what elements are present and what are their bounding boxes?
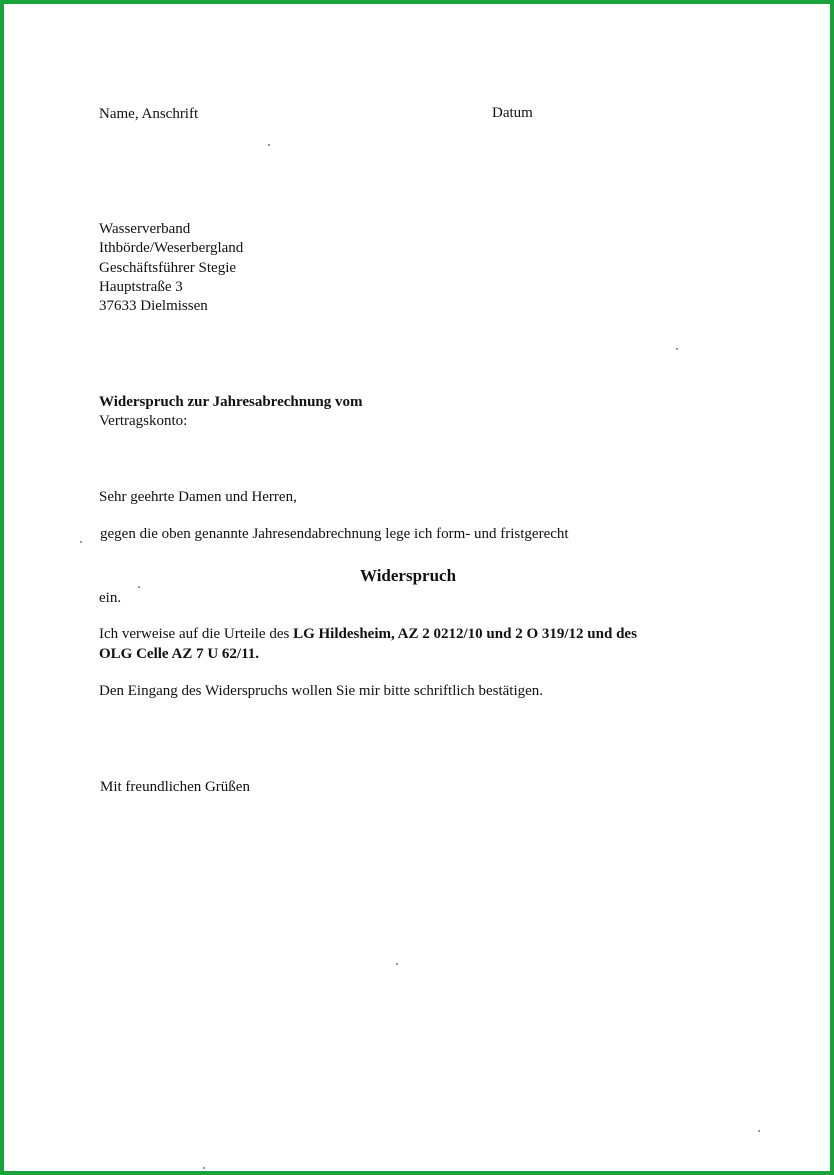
recipient-line: 37633 Dielmissen — [99, 298, 208, 314]
court-reference-line-2: OLG Celle AZ 7 U 62/11. — [99, 646, 260, 662]
recipient-line: Wasserverband — [99, 221, 191, 237]
scan-speck — [203, 1167, 205, 1169]
scan-speck — [80, 541, 82, 543]
scan-speck — [396, 963, 398, 965]
body-paragraph-2-line-1 — [99, 625, 637, 644]
scan-speck — [268, 144, 270, 146]
closing: Mit freundlichen Grüßen — [100, 779, 250, 795]
body-paragraph-1-end: ein. — [99, 590, 122, 606]
centered-heading: Widerspruch — [360, 566, 457, 585]
body-paragraph-1: gegen die oben genannte Jahresendabrechnung lege ich form- und fristgerecht — [100, 526, 569, 542]
recipient-line: Geschäftsführer Stegie — [99, 260, 237, 276]
recipient-line: Hauptstraße 3 — [99, 279, 183, 295]
date-label: Datum — [492, 105, 533, 121]
court-reference: LG Hildesheim, AZ 2 0212/10 und 2 O 319/12 und des — [293, 626, 637, 642]
recipient-line: Ithbörde/Weserbergland — [99, 240, 244, 256]
account-label: Vertragskonto: — [99, 413, 188, 429]
body-paragraph-3: Den Eingang des Widerspruchs wollen Sie mir bitte schriftlich bestätigen. — [99, 683, 544, 699]
scan-speck — [758, 1130, 760, 1132]
sender-label: Name, Anschrift — [99, 106, 199, 122]
salutation: Sehr geehrte Damen und Herren, — [99, 489, 297, 505]
scan-speck — [676, 348, 678, 350]
letter-page — [8, 8, 834, 1175]
para2-prefix: Ich verweise auf die Urteile des — [99, 626, 294, 642]
scan-speck — [138, 586, 140, 588]
subject-title: Widerspruch zur Jahresabrechnung vom — [99, 394, 363, 410]
